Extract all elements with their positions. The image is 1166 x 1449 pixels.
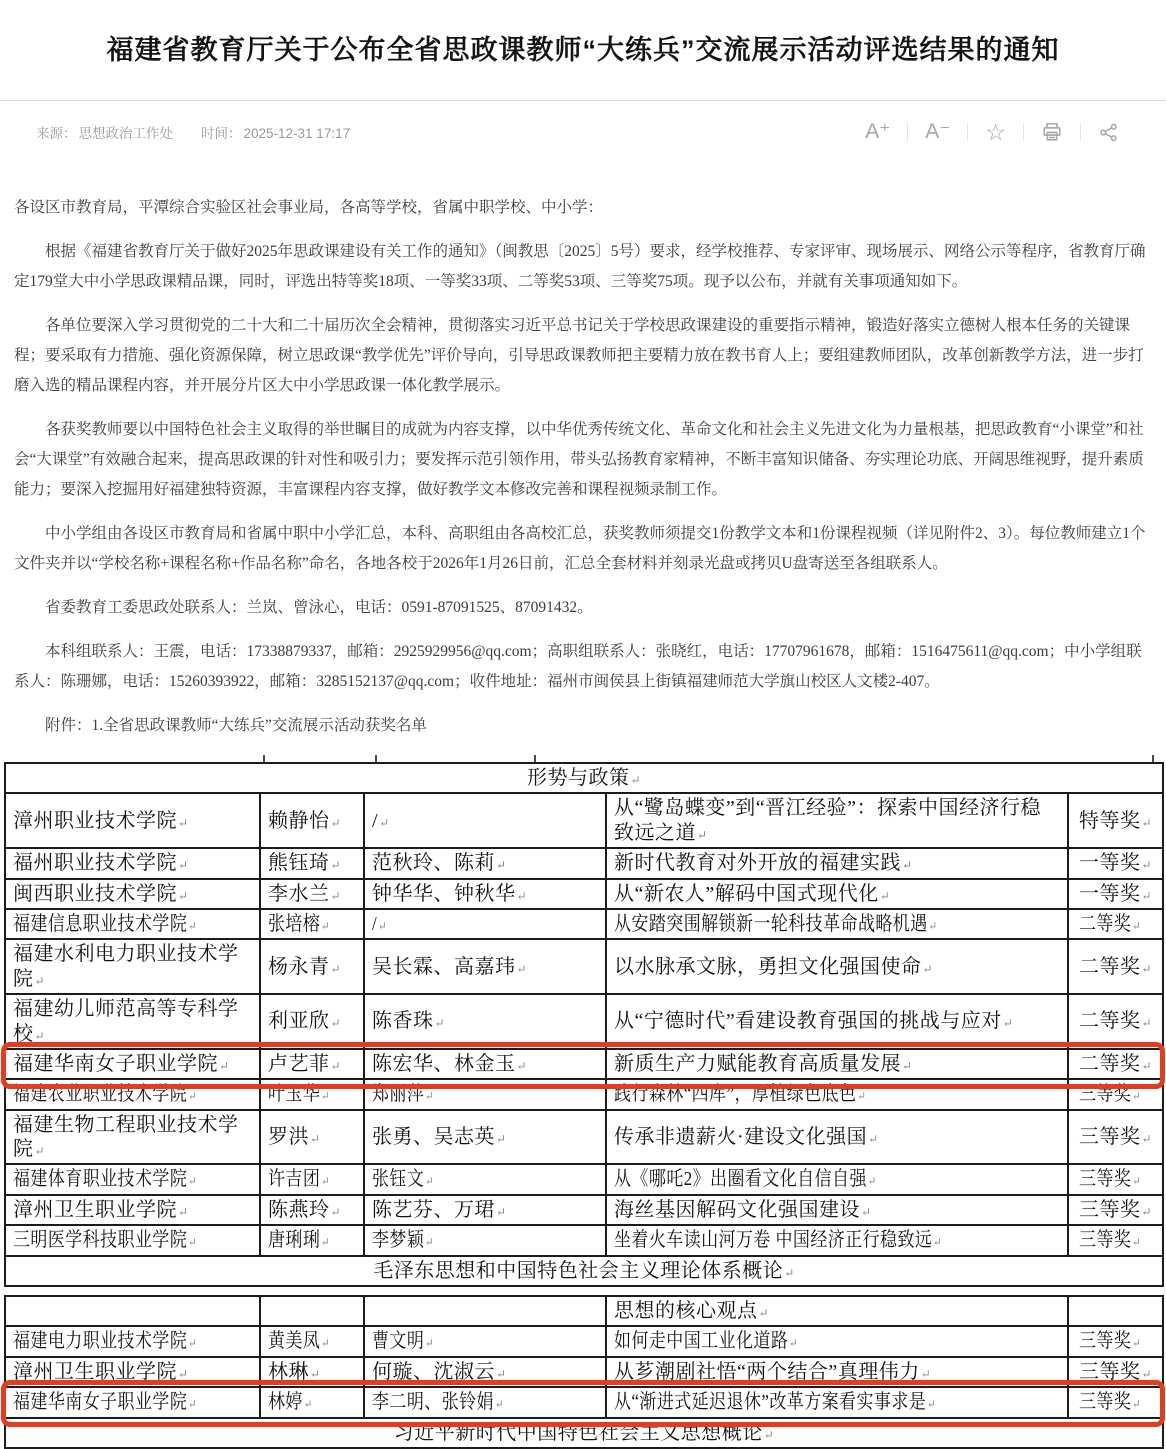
table-row [5,1225,1163,1255]
school-cell: 漳州卫生职业学院 ↵ [5,1357,260,1387]
award-cell: 三等奖 ↵ [1068,1225,1163,1255]
team-cell: 郑丽萍 ↵ [364,1079,606,1109]
font-increase-button[interactable]: A⁺ [865,120,891,143]
table-row [5,1110,1163,1165]
award-cell: 三等奖 ↵ [1068,1164,1163,1194]
course-cell: 从芗潮剧社悟“两个结合”真理伟力 ↵ [606,1357,1068,1387]
team-cell: 陈宏华、林金玉 ↵ [364,1049,606,1079]
table-row [5,1164,1163,1194]
team-cell: 曹文明 ↵ [364,1326,606,1356]
table-row [5,1326,1163,1356]
award-cell: 三等奖 ↵ [1068,1079,1163,1109]
paragraph: 根据《福建省教育厅关于做好2025年思政课建设有关工作的通知》（闽教思〔2025〕5号）要求，经学校推荐、专家评审、现场展示、网络公示等程序，省教育厅确定179堂大中小学思政课精品课，同时，评选出特等奖18项、一等奖33项、二等奖53项、三等奖75项。现予以公布，并就有关事项通知如下。 [14,243,1146,290]
award-cell: 三等奖 ↵ [1068,1195,1163,1225]
team-cell: 张勇、吴志英 ↵ [364,1110,606,1165]
school-cell: 福建体育职业技术学院 ↵ [5,1164,260,1194]
course-cell: 践行森林“四库”，厚植绿色底色 ↵ [606,1079,1068,1109]
school-cell: 福建幼儿师范高等专科学校 ↵ [5,994,260,1049]
table-row [5,1079,1163,1109]
course-cell: 从“宁德时代”看建设教育强国的挑战与应对 ↵ [606,994,1068,1049]
team-cell: 范秋玲、陈莉 ↵ [364,848,606,878]
team-cell: 陈艺芬、万珺 ↵ [364,1195,606,1225]
paragraph: 中小学组由各设区市教育局和省属中职中小学汇总，本科、高职组由各高校汇总，获奖教师须提交1份教学文本和1份课程视频（详见附件2、3）。每位教师建立1个文件夹并以“学校名称+课程名称+作品名称”命名，各地各校于2026年1月26日前，汇总全套材料并刻录光盘或拷贝U盘寄送至各组联系人。 [14,525,1146,572]
teacher-cell: 卢艺菲 ↵ [260,1049,364,1079]
section-header-row [5,1418,1163,1448]
table-row [5,1049,1163,1079]
school-cell: 福建电力职业技术学院 ↵ [5,1326,260,1356]
table-row [5,939,1163,994]
award-cell: 特等奖 ↵ [1068,793,1163,848]
teacher-cell: 李水兰 ↵ [260,879,364,909]
award-cell: 二等奖 ↵ [1068,994,1163,1049]
source-value: 思想政治工作处 [78,126,173,141]
school-cell: 福建华南女子职业学院 ↵ [5,1049,260,1079]
course-cell: 从“渐进式延迟退休”改革方案看实事求是 ↵ [606,1387,1068,1417]
section-header: 毛泽东思想和中国特色社会主义理论体系概论 ↵ [5,1256,1163,1286]
course-cell: 新质生产力赋能教育高质量发展 ↵ [606,1049,1068,1079]
awards-table [4,1295,1164,1449]
teacher-cell: 林婷 ↵ [260,1387,364,1417]
team-cell: 吴长霖、高嘉玮 ↵ [364,939,606,994]
award-cell: 一等奖 ↵ [1068,879,1163,909]
column-tick [263,755,265,762]
school-cell: 福州职业技术学院 ↵ [5,848,260,878]
section-header-row [5,1256,1163,1286]
favorite-star-button[interactable]: ☆ [985,119,1006,145]
award-cell: 三等奖 ↵ [1068,1357,1163,1387]
course-cell: 从“鹭岛蝶变”到“晋江经验”：探索中国经济行稳致远之道 ↵ [606,793,1068,848]
team-cell: 何璇、沈淑云 ↵ [364,1357,606,1387]
award-cell: 二等奖 ↵ [1068,939,1163,994]
award-cell: 三等奖 ↵ [1068,1326,1163,1356]
team-cell [364,1296,606,1326]
awards-table-zone [4,755,1162,1449]
teacher-cell: 林琳 ↵ [260,1357,364,1387]
school-cell: 福建水利电力职业技术学院 ↵ [5,939,260,994]
course-cell: 从安踏突围解锁新一轮科技革命战略机遇 ↵ [606,909,1068,939]
article-actions [848,120,1136,144]
award-cell: 一等奖 ↵ [1068,848,1163,878]
section-header-row [5,763,1163,793]
table-row [5,1387,1163,1417]
school-cell: 福建华南女子职业学院 ↵ [5,1387,260,1417]
teacher-cell: 陈燕玲 ↵ [260,1195,364,1225]
meta-row [0,101,1166,147]
teacher-cell [260,1296,364,1326]
award-cell: 三等奖 ↵ [1068,1387,1163,1417]
printer-icon [1041,121,1063,143]
teacher-cell: 黄美凤 ↵ [260,1326,364,1356]
course-cell: 从《哪吒2》出圈看文化自信自强 ↵ [606,1164,1068,1194]
source-label: 来源： [36,126,77,141]
paragraph: 附件：1.全省思政课教师“大练兵”交流展示活动获奖名单 [45,717,427,734]
award-cell: 二等奖 ↵ [1068,1049,1163,1079]
school-cell: 闽西职业技术学院 ↵ [5,879,260,909]
team-cell: / ↵ [364,909,606,939]
course-cell: 坐着火车读山河万卷 中国经济正行稳致远 ↵ [606,1225,1068,1255]
table-row [5,909,1163,939]
course-cell: 传承非遗薪火·建设文化强国 ↵ [606,1110,1068,1165]
award-cell: 三等奖 ↵ [1068,1110,1163,1165]
award-cell: 二等奖 ↵ [1068,909,1163,939]
table-top-ticks [4,755,1162,762]
school-cell: 漳州卫生职业学院 ↵ [5,1195,260,1225]
paragraph: 省委教育工委思政处联系人：兰岚、曾泳心，电话：0591-87091525、87091432。 [45,599,593,616]
print-button[interactable] [1024,121,1080,143]
teacher-cell: 罗洪 ↵ [260,1110,364,1165]
notice-body [0,147,1166,741]
share-icon [1098,122,1119,143]
course-cell: 以水脉承文脉，勇担文化强国使命 ↵ [606,939,1068,994]
school-cell: 福建农业职业技术学院 ↵ [5,1079,260,1109]
school-cell: 三明医学科技职业学院 ↵ [5,1225,260,1255]
team-cell: 李二明、张铃娟 ↵ [364,1387,606,1417]
awards-table [4,762,1164,1287]
teacher-cell: 叶玉华 ↵ [260,1079,364,1109]
table-row [5,1357,1163,1387]
course-cell: 如何走中国工业化道路 ↵ [606,1326,1068,1356]
course-cell: 新时代教育对外开放的福建实践 ↵ [606,848,1068,878]
school-cell: 漳州职业技术学院 ↵ [5,793,260,848]
teacher-cell: 张培榕 ↵ [260,909,364,939]
paragraph: 本科组联系人：王震，电话：17338879337，邮箱：2925929956@qq.com；高职组联系人：张晓红，电话：17707961678，邮箱：1516475611@qq.com；中小学组联系人：陈珊娜，电话：15260393922，邮箱：3285152137@qq.com；收件地址：福州市闽侯县上街镇福建师范大学旗山校区人文楼2-407。 [14,643,1142,690]
award-cell [1068,1296,1163,1326]
teacher-cell: 许吉团 ↵ [260,1164,364,1194]
table-row [5,1296,1163,1326]
table-row [5,1195,1163,1225]
teacher-cell: 熊钰琦 ↵ [260,848,364,878]
column-tick [375,755,377,762]
section-header: 习近平新时代中国特色社会主义思想概论 ↵ [5,1418,1163,1448]
course-cell: 从“新农人”解码中国式现代化 ↵ [606,879,1068,909]
team-cell: 李梦颖 ↵ [364,1225,606,1255]
teacher-cell: 利亚欣 ↵ [260,994,364,1049]
school-cell: 福建生物工程职业技术学院 ↵ [5,1110,260,1165]
paragraph: 各获奖教师要以中国特色社会主义取得的举世瞩目的成就为内容支撑，以中华优秀传统文化、革命文化和社会主义先进文化为力量根基，把思政教育“小课堂”和社会“大课堂”有效融合起来，提高思政课的针对性和吸引力；要发挥示范引领作用，带头弘扬教育家精神，不断丰富知识储备、夯实理论功底、开阔思维视野，提升素质能力；要深入挖掘用好福建独特资源，丰富课程内容支撑，做好教学文本修改完善和课程视频录制工作。 [14,421,1144,498]
table-row [5,793,1163,848]
meta-info [36,122,378,142]
teacher-cell: 唐琍琍 ↵ [260,1225,364,1255]
team-cell: 张钰文 ↵ [364,1164,606,1194]
team-cell: / ↵ [364,793,606,848]
font-decrease-button[interactable]: A⁻ [925,120,951,143]
page-title: 福建省教育厅关于公布全省思政课教师“大练兵”交流展示活动评选结果的通知 [106,35,1060,65]
share-button[interactable] [1081,122,1136,143]
teacher-cell: 赖静怡 ↵ [260,793,364,848]
table-row [5,879,1163,909]
course-cell: 思想的核心观点 ↵ [606,1296,1068,1326]
section-header: 形势与政策 ↵ [5,763,1163,793]
team-cell: 陈香珠 ↵ [364,994,606,1049]
paragraph: 各设区市教育局，平潭综合实验区社会事业局，各高等学校，省属中职学校、中小学： [14,199,604,216]
time-label: 时间： [201,126,242,141]
teacher-cell: 杨永青 ↵ [260,939,364,994]
course-cell: 海丝基因解码文化强国建设 ↵ [606,1195,1068,1225]
paragraph: 各单位要深入学习贯彻党的二十大和二十届历次全会精神，贯彻落实习近平总书记关于学校思政课建设的重要指示精神，锻造好落实立德树人根本任务的关键课程；要采取有力措施、强化资源保障，树立思政课“教学优先”评价导向，引导思政课教师把主要精力放在教书育人上；要组建教师团队，改革创新教学方法，进一步打磨入选的精品课程内容，并开展分片区大中小学思政课一体化教学展示。 [14,317,1144,394]
column-tick [1152,755,1154,762]
time-value: 2025-12-31 17:17 [243,126,351,141]
team-cell: 钟华华、钟秋华 ↵ [364,879,606,909]
school-cell [5,1296,260,1326]
table-row [5,994,1163,1049]
school-cell: 福建信息职业技术学院 ↵ [5,909,260,939]
column-tick [534,755,536,762]
table-row [5,848,1163,878]
